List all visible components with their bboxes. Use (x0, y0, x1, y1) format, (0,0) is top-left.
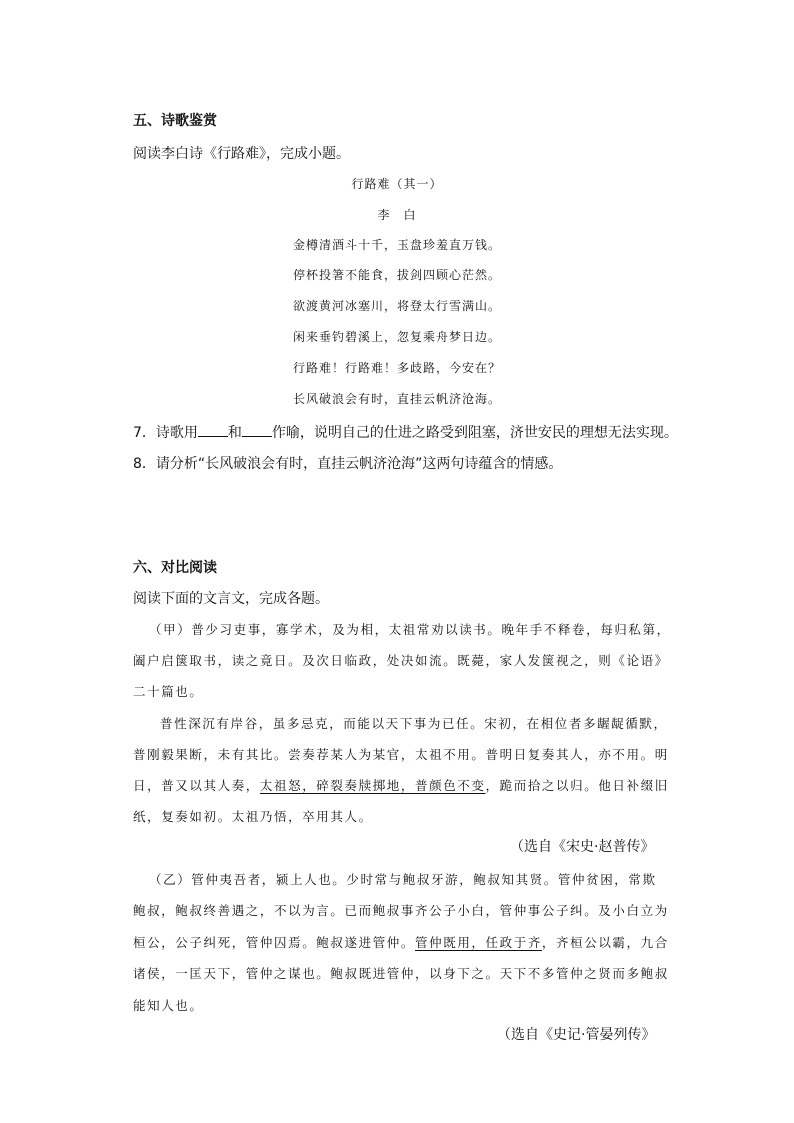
question-8: 8．请分析“长风破浪会有时，直挂云帆济沧海”这两句诗蕴含的情感。 (133, 456, 563, 472)
passage-yi-line-3-end: ，齐桓公以霸，九合 (541, 935, 669, 950)
question-7-part-3: 作喻，说明自己的仕进之路受到阻塞，济世安民的理想无法实现。 (271, 425, 678, 441)
question-7-part-2: 和 (227, 425, 242, 441)
poem-line-6: 长风破浪会有时，直挂云帆济沧海。 (292, 392, 501, 406)
poem-title: 行路难（其一） (351, 177, 443, 191)
underlined-sentence-yi: 管仲既用，任政于齐 (415, 935, 542, 950)
poem-line-4: 闲来垂钓碧溪上，忽复乘舟梦日边。 (292, 330, 501, 344)
poem-line-5: 行路难！行路难！多歧路，今安在？ (292, 361, 501, 375)
passage-jia-line-1: （甲）普少习吏事，寡学术，及为相，太祖常劝以读书。晚年手不释卷，每归私第， (149, 622, 671, 637)
passage-yi-line-2: 鲍叔，鲍叔终善遇之，不以为言。已而鲍叔事齐公子小白，管仲事公子纠。及小白立为 (133, 903, 669, 918)
section5-heading: 五、诗歌鉴赏 (133, 113, 217, 129)
underlined-sentence-jia: 太祖怒，碎裂奏牍掷地，普颜色不变 (259, 778, 486, 793)
answer-blank-1[interactable] (198, 424, 228, 437)
answer-blank-2[interactable] (242, 424, 272, 437)
passage-jia-line-6 (133, 776, 669, 794)
passage-jia-line-5: 普刚毅果断，未有其比。尝奏荐某人为某官，太祖不用。普明日复奏其人，亦不用。明 (133, 747, 669, 762)
passage-yi-line-3-start: 桓公，公子纠死，管仲囚焉。鲍叔遂进管仲。 (133, 935, 416, 950)
question-7 (133, 422, 678, 442)
poem-line-2: 停杯投箸不能食，拔剑四顾心茫然。 (292, 268, 501, 282)
poem-author: 李 白 (377, 208, 417, 222)
section5-intro: 阅读李白诗《行路难》，完成小题。 (133, 146, 350, 162)
source-jia: （选自《宋史·赵普传》 (510, 839, 655, 855)
passage-jia-line-6-end: ，跪而拾之以归。他日补缀旧 (485, 778, 669, 793)
passage-yi-line-3 (133, 933, 669, 951)
poem-line-1: 金樽清酒斗十千，玉盘珍羞直万钱。 (292, 238, 501, 252)
passage-jia-line-2: 阖户启箧取书，读之竟日。及次日临政，处决如流。既薨，家人发箧视之，则《论语》 (133, 653, 669, 668)
passage-yi-line-1: （乙）管仲夷吾者，颍上人也。少时常与鲍叔牙游，鲍叔知其贤。管仲贫困，常欺 (149, 872, 657, 887)
passage-jia-line-4: 普性深沉有岸谷，虽多忌克，而能以天下事为已任。宋初，在相位者多龌龊循默， (160, 716, 668, 731)
question-7-part-1: 7．诗歌用 (133, 425, 198, 441)
source-yi: （选自《史记·管晏列传》 (497, 1027, 656, 1043)
passage-jia-line-3: 二十篇也。 (133, 684, 204, 699)
section6-intro: 阅读下面的文言文，完成各题。 (133, 591, 329, 607)
passage-jia-line-6-start: 日，普又以其人奏， (133, 778, 260, 793)
section6-heading: 六、对比阅读 (133, 560, 217, 576)
passage-yi-line-5: 能知人也。 (133, 998, 204, 1013)
poem-line-3: 欲渡黄河冰塞川，将登太行雪满山。 (292, 299, 501, 313)
passage-jia-line-7: 纸，复奏如初。太祖乃悟，卒用其人。 (133, 809, 373, 824)
passage-yi-line-4: 诸侯，一匡天下，管仲之谋也。鲍叔既进管仲，以身下之。天下不多管仲之贤而多鲍叔 (133, 966, 669, 981)
